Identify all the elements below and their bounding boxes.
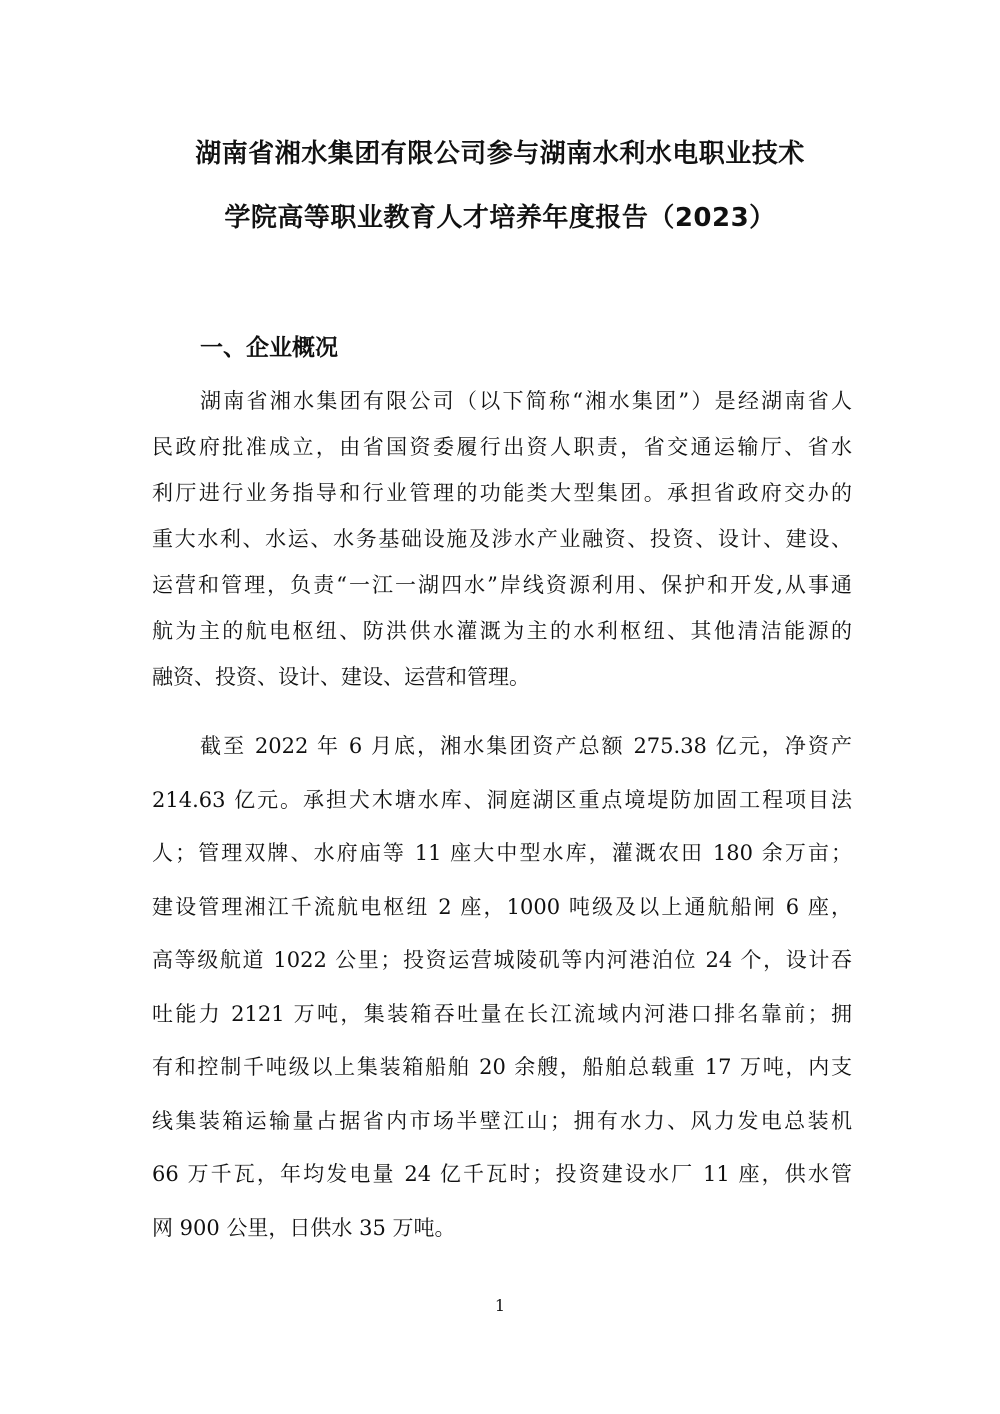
paragraph-line: 建设管理湘江千流航电枢纽 2 座，1000 吨级及以上通航船闸 6 座， bbox=[152, 894, 852, 919]
paragraph-line: 吐能力 2121 万吨，集装箱吞吐量在长江流域内河港口排名靠前；拥 bbox=[152, 1001, 852, 1026]
paragraph-line: 截至 2022 年 6 月底，湘水集团资产总额 275.38 亿元，净资产 bbox=[200, 734, 852, 758]
document-title-line-2: 学院高等职业教育人才培养年度报告（2023） bbox=[224, 203, 776, 233]
paragraph-line: 214.63 亿元。承担犬木塘水库、洞庭湖区重点境堤防加固工程项目法 bbox=[152, 787, 852, 812]
paragraph-line: 湖南省湘水集团有限公司（以下简称“湘水集团”）是经湖南省人 bbox=[200, 389, 852, 413]
section-heading: 一、企业概况 bbox=[200, 335, 338, 361]
paragraph-company-overview bbox=[152, 378, 852, 700]
paragraph-line: 人；管理双牌、水府庙等 11 座大中型水库，灌溉农田 180 余万亩； bbox=[152, 841, 852, 865]
paragraph-line: 有和控制千吨级以上集装箱船舶 20 余艘，船舶总载重 17 万吨，内支 bbox=[152, 1055, 852, 1079]
paragraph-line: 线集装箱运输量占据省内市场半壁江山；拥有水力、风力发电总装机 bbox=[152, 1108, 852, 1133]
paragraph-line: 高等级航道 1022 公里；投资运营城陵矶等内河港泊位 24 个，设计吞 bbox=[152, 948, 852, 972]
paragraph-line: 航为主的航电枢纽、防洪供水灌溉为主的水利枢纽、其他清洁能源的 bbox=[152, 619, 852, 643]
paragraph-line: 运营和管理，负责“一江一湖四水”岸线资源利用、保护和开发,从事通 bbox=[152, 573, 852, 597]
paragraph-line: 融资、投资、设计、建设、运营和管理。 bbox=[152, 665, 530, 689]
paragraph-line: 66 万千瓦，年均发电量 24 亿千瓦时；投资建设水厂 11 座，供水管 bbox=[152, 1162, 852, 1186]
paragraph-company-assets bbox=[152, 720, 852, 1255]
page-number: 1 bbox=[494, 1296, 506, 1315]
document-title-line-1: 湖南省湘水集团有限公司参与湖南水利水电职业技术 bbox=[195, 139, 805, 169]
paragraph-line: 利厅进行业务指导和行业管理的功能类大型集团。承担省政府交办的 bbox=[152, 481, 852, 505]
paragraph-line: 民政府批准成立，由省国资委履行出资人职责，省交通运输厅、省水 bbox=[152, 435, 852, 459]
paragraph-line: 重大水利、水运、水务基础设施及涉水产业融资、投资、设计、建设、 bbox=[152, 527, 852, 551]
paragraph-line: 网 900 公里，日供水 35 万吨。 bbox=[152, 1215, 456, 1240]
